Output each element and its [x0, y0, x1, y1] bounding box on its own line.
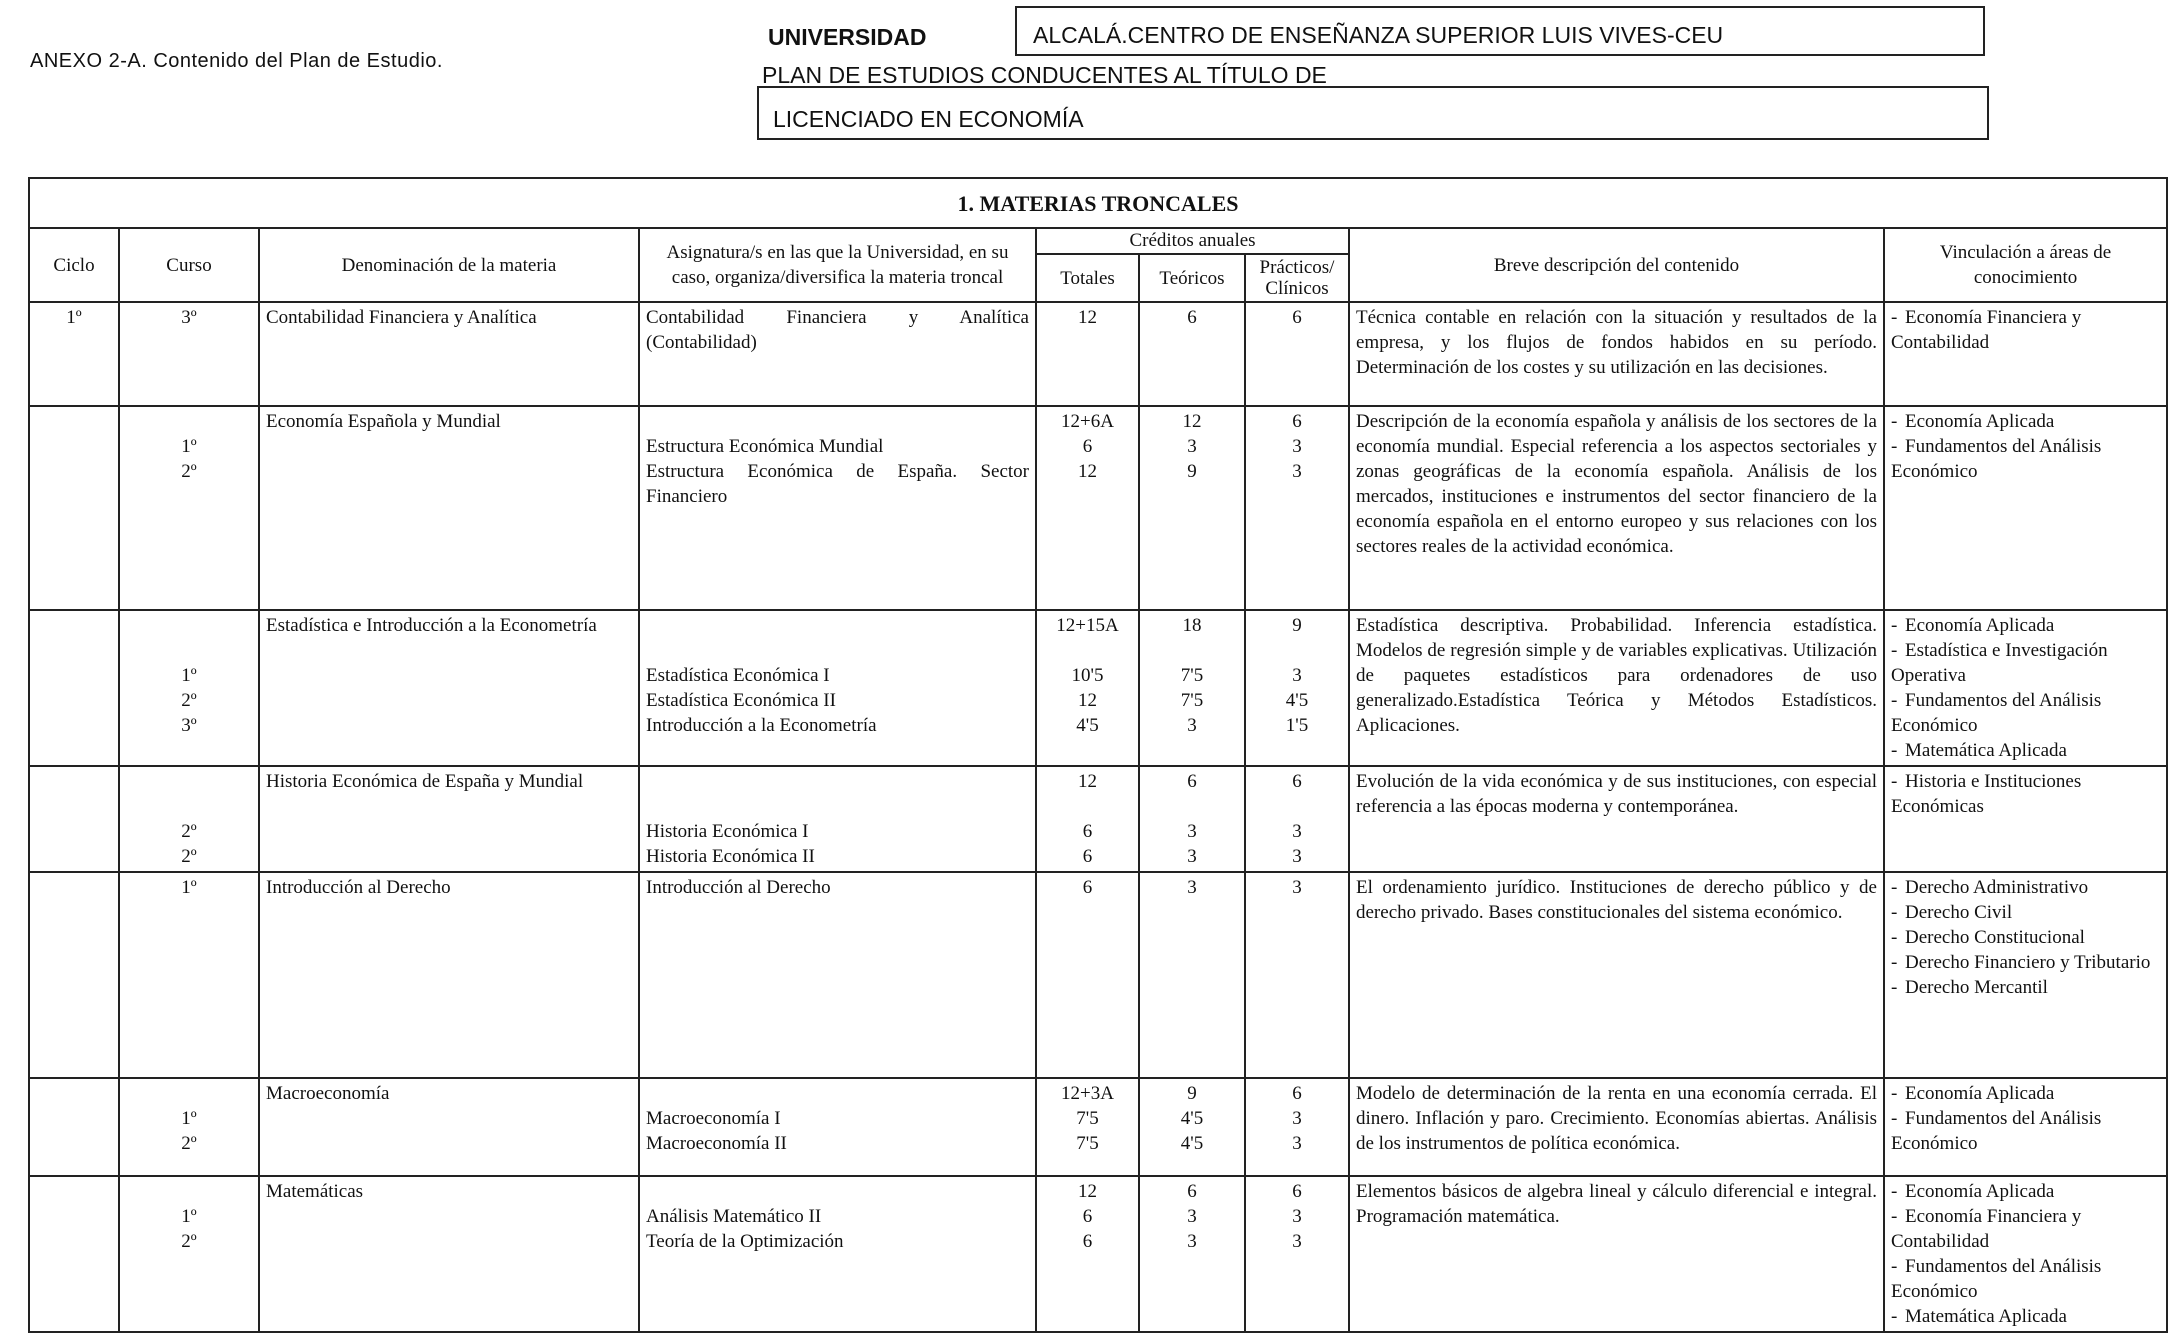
areas-cell: [1884, 872, 2167, 1078]
asignaturas-cell: [639, 766, 1036, 872]
areas-cell: [1884, 1078, 2167, 1176]
asignatura-line: Estadística Económica I: [646, 665, 830, 686]
cell-line: [126, 769, 252, 794]
asignatura-line: [646, 1081, 1029, 1106]
header-vinculacion: Vinculación a áreas de conocimiento: [1884, 228, 2167, 302]
asignatura-line: Estructura Económica de España. Sector Financiero: [646, 461, 1029, 507]
cell-line: [126, 794, 252, 819]
cell-line: 3: [1292, 877, 1302, 898]
area-item: [1891, 900, 2160, 925]
materia-cell: Economía Española y Mundial: [259, 406, 639, 610]
cell-line: 6: [1082, 436, 1093, 457]
cell-line: [1146, 638, 1238, 663]
cell-line: 2º: [181, 821, 197, 842]
area-item: [1891, 688, 2160, 738]
materia-cell: Matemáticas: [259, 1176, 639, 1332]
areas-cell: [1884, 610, 2167, 766]
bullet-dash: -: [1891, 411, 1898, 432]
ciclo-cell: [29, 1176, 119, 1332]
cell-line: 4'5: [1180, 1133, 1204, 1154]
area-item: [1891, 1106, 2160, 1156]
area-item: [1891, 305, 2160, 355]
materia-cell: Introducción al Derecho: [259, 872, 639, 1078]
area-item: [1891, 925, 2160, 950]
cell-line: 6: [1292, 1181, 1302, 1202]
header-asignaturas: Asignatura/s en las que la Universidad, en su caso, organiza/diversifica la materia troncal: [639, 228, 1036, 302]
bullet-dash: -: [1891, 1181, 1898, 1202]
teoricos-cell: [1139, 766, 1245, 872]
bullet-dash: -: [1891, 640, 1898, 661]
areas-cell: [1884, 766, 2167, 872]
cell-line: 6: [1082, 821, 1093, 842]
cell-line: 2º: [181, 846, 197, 867]
cell-line: 3º: [181, 715, 197, 736]
header-practicos: Prácticos/ Clínicos: [1245, 254, 1349, 302]
asignaturas-cell: [639, 406, 1036, 610]
area-text: Economía Aplicada: [1905, 615, 2055, 636]
descripcion-cell: Descripción de la economía española y análisis de los sectores de la economía mundial. Especial referencia a los aspectos sectoriales y zonas geográficas de la economía española. Análisis de los mercados, instituciones e instrumentos del sector financiero de la economía española en el entorno europeo y sus relaciones con los sectores reales de la actividad económica.: [1349, 406, 1884, 610]
area-text: Economía Financiera y Contabilidad: [1891, 1206, 2082, 1252]
cell-line: 2º: [181, 461, 197, 482]
cell-line: 3: [1187, 846, 1197, 867]
header-ciclo: Ciclo: [29, 228, 119, 302]
curso-cell: [119, 406, 259, 610]
descripcion-cell: El ordenamiento jurídico. Instituciones de derecho público y de derecho privado. Bases constitucionales del sistema económico.: [1349, 872, 1884, 1078]
cell-line: 4'5: [1180, 1108, 1204, 1129]
plan-line: PLAN DE ESTUDIOS CONDUCENTES AL TÍTULO DE: [762, 62, 1327, 88]
cell-line: 3: [1187, 436, 1197, 457]
area-text: Derecho Administrativo: [1905, 877, 2089, 898]
asignatura-line: Historia Económica II: [646, 846, 815, 867]
cell-line: 7'5: [1180, 665, 1204, 686]
totales-cell: [1036, 1078, 1139, 1176]
cell-line: 1'5: [1285, 715, 1309, 736]
cell-line: 6: [1187, 1181, 1197, 1202]
area-item: [1891, 738, 2160, 763]
areas-cell: [1884, 1176, 2167, 1332]
cell-line: 1º: [181, 1206, 197, 1227]
totales-cell: [1036, 610, 1139, 766]
asignatura-line: Introducción a la Econometría: [646, 715, 877, 736]
area-text: Economía Aplicada: [1905, 1181, 2055, 1202]
ciclo-cell: [29, 1078, 119, 1176]
cell-line: 3: [1187, 1206, 1197, 1227]
area-item: [1891, 1254, 2160, 1304]
bullet-dash: -: [1891, 927, 1898, 948]
header-row-1: [29, 228, 2167, 254]
table-row: [29, 766, 2167, 872]
cell-line: 9: [1187, 461, 1197, 482]
cell-line: 2º: [181, 690, 197, 711]
area-text: Fundamentos del Análisis Económico: [1891, 1256, 2102, 1302]
section-title: 1. MATERIAS TRONCALES: [29, 178, 2167, 228]
cell-line: 1º: [181, 1108, 197, 1129]
area-text: Derecho Financiero y Tributario: [1905, 952, 2151, 973]
cell-line: 4'5: [1285, 690, 1309, 711]
practicos-cell: [1245, 1176, 1349, 1332]
asignaturas-cell: [639, 610, 1036, 766]
asignatura-line: Teoría de la Optimización: [646, 1231, 844, 1252]
ciclo-cell: [29, 406, 119, 610]
area-item: [1891, 975, 2160, 1000]
degree-box: [757, 86, 1989, 140]
asignatura-line: Estructura Económica Mundial: [646, 436, 884, 457]
cell-line: 3: [1187, 1231, 1197, 1252]
ciclo-cell: [29, 872, 119, 1078]
area-item: [1891, 769, 2160, 819]
cell-line: 7'5: [1076, 1108, 1099, 1129]
area-item: [1891, 950, 2160, 975]
areas-cell: [1884, 302, 2167, 406]
asignatura-line: Introducción al Derecho: [646, 877, 831, 898]
teoricos-cell: [1139, 302, 1245, 406]
cell-line: 6: [1292, 307, 1302, 328]
cell-line: 3: [1292, 1133, 1302, 1154]
bullet-dash: -: [1891, 902, 1898, 923]
practicos-cell: [1245, 1078, 1349, 1176]
area-item: [1891, 1081, 2160, 1106]
cell-line: 6: [1292, 1083, 1302, 1104]
asignaturas-cell: [639, 1078, 1036, 1176]
cell-line: 12: [1078, 690, 1097, 711]
asignaturas-cell: [639, 1176, 1036, 1332]
table-row: [29, 1176, 2167, 1332]
area-text: Fundamentos del Análisis Económico: [1891, 1108, 2102, 1154]
area-text: Economía Aplicada: [1905, 411, 2055, 432]
cell-line: 3: [1292, 821, 1302, 842]
table-row: [29, 406, 2167, 610]
section-title-row: [29, 178, 2167, 228]
bullet-dash: -: [1891, 877, 1898, 898]
cell-line: 6: [1292, 411, 1302, 432]
bullet-dash: -: [1891, 952, 1898, 973]
cell-line: [126, 613, 252, 638]
totales-cell: [1036, 302, 1139, 406]
cell-line: 6: [1082, 1206, 1093, 1227]
bullet-dash: -: [1891, 1306, 1898, 1327]
cell-line: [1043, 638, 1132, 663]
university-name-box: [1015, 6, 1985, 56]
asignatura-line: Estadística Económica II: [646, 690, 836, 711]
cell-line: 12: [1078, 771, 1097, 792]
cell-line: [126, 638, 252, 663]
curso-cell: [119, 1078, 259, 1176]
bullet-dash: -: [1891, 771, 1898, 792]
bullet-dash: -: [1891, 1083, 1898, 1104]
asignatura-line: [646, 1179, 1029, 1204]
practicos-cell: [1245, 610, 1349, 766]
table-row: [29, 872, 2167, 1078]
cell-line: [1146, 794, 1238, 819]
area-item: [1891, 638, 2160, 688]
descripcion-cell: Modelo de determinación de la renta en una economía cerrada. El dinero. Inflación y paro. Crecimiento. Economías abiertas. Análisis de los instrumentos de política económica.: [1349, 1078, 1884, 1176]
cell-line: [1043, 794, 1132, 819]
header-teoricos: Teóricos: [1139, 254, 1245, 302]
bullet-dash: -: [1891, 1108, 1898, 1129]
totales-cell: [1036, 766, 1139, 872]
cell-line: 12: [1078, 1181, 1097, 1202]
cell-line: 6: [1082, 846, 1093, 867]
cell-line: 1º: [181, 665, 197, 686]
cell-line: [126, 1179, 252, 1204]
bullet-dash: -: [1891, 436, 1898, 457]
asignatura-line: [646, 613, 1029, 638]
totales-cell: [1036, 1176, 1139, 1332]
cell-line: 12+3A: [1061, 1083, 1114, 1104]
cell-line: 3º: [181, 307, 197, 328]
area-item: [1891, 1304, 2160, 1329]
teoricos-cell: [1139, 610, 1245, 766]
cell-line: 3: [1187, 715, 1197, 736]
area-item: [1891, 1179, 2160, 1204]
cell-line: 6: [1292, 771, 1302, 792]
materia-cell: Macroeconomía: [259, 1078, 639, 1176]
area-text: Matemática Aplicada: [1905, 1306, 2067, 1327]
cell-line: 3: [1292, 846, 1302, 867]
header-totales: Totales: [1036, 254, 1139, 302]
bullet-dash: -: [1891, 977, 1898, 998]
university-name: ALCALÁ.CENTRO DE ENSEÑANZA SUPERIOR LUIS VIVES-CEU: [1033, 22, 1724, 48]
teoricos-cell: [1139, 1176, 1245, 1332]
cell-line: 4'5: [1076, 715, 1099, 736]
header-denominacion: Denominación de la materia: [259, 228, 639, 302]
area-item: [1891, 1204, 2160, 1254]
area-text: Derecho Civil: [1905, 902, 2013, 923]
materias-troncales-table: [28, 177, 2168, 1333]
asignatura-line: Análisis Matemático II: [646, 1206, 822, 1227]
asignaturas-cell: [639, 302, 1036, 406]
table-row: [29, 302, 2167, 406]
asignaturas-cell: [639, 872, 1036, 1078]
practicos-cell: [1245, 406, 1349, 610]
area-text: Derecho Mercantil: [1905, 977, 2048, 998]
bullet-dash: -: [1891, 615, 1898, 636]
cell-line: 3: [1292, 461, 1302, 482]
university-label: UNIVERSIDAD: [768, 24, 927, 50]
practicos-cell: [1245, 872, 1349, 1078]
teoricos-cell: [1139, 406, 1245, 610]
practicos-cell: [1245, 302, 1349, 406]
cell-line: 6: [1187, 307, 1197, 328]
asignatura-line: [646, 769, 1029, 794]
table-row: [29, 1078, 2167, 1176]
cell-line: [1252, 638, 1342, 663]
area-item: [1891, 875, 2160, 900]
cell-line: [126, 1081, 252, 1106]
materia-cell: Contabilidad Financiera y Analítica: [259, 302, 639, 406]
degree-name: LICENCIADO EN ECONOMÍA: [773, 106, 1084, 132]
cell-line: 3: [1292, 665, 1302, 686]
cell-line: 3: [1187, 821, 1197, 842]
curso-cell: [119, 1176, 259, 1332]
annex-title: ANEXO 2-A. Contenido del Plan de Estudio.: [30, 50, 443, 72]
descripcion-cell: Técnica contable en relación con la situación y resultados de la empresa, y los flujos de fondos habidos en su período. Determinación de los costes y su utilización en las decisiones.: [1349, 302, 1884, 406]
cell-line: 12+6A: [1061, 411, 1114, 432]
header-descripcion: Breve descripción del contenido: [1349, 228, 1884, 302]
cell-line: 2º: [181, 1231, 197, 1252]
area-text: Historia e Instituciones Económicas: [1891, 771, 2082, 817]
bullet-dash: -: [1891, 1256, 1898, 1277]
area-text: Economía Financiera y Contabilidad: [1891, 307, 2082, 353]
area-text: Estadística e Investigación Operativa: [1891, 640, 2108, 686]
descripcion-cell: Evolución de la vida económica y de sus instituciones, con especial referencia a las épocas moderna y contemporánea.: [1349, 766, 1884, 872]
cell-line: 1º: [181, 436, 197, 457]
cell-line: 2º: [181, 1133, 197, 1154]
cell-line: 6: [1187, 771, 1197, 792]
cell-line: 3: [1292, 1108, 1302, 1129]
cell-line: 12: [1182, 411, 1202, 432]
area-text: Fundamentos del Análisis Económico: [1891, 436, 2102, 482]
cell-line: 10'5: [1071, 665, 1104, 686]
teoricos-cell: [1139, 872, 1245, 1078]
cell-line: 12: [1078, 307, 1097, 328]
materia-cell: Estadística e Introducción a la Econometría: [259, 610, 639, 766]
header-curso: Curso: [119, 228, 259, 302]
cell-line: 3: [1292, 436, 1302, 457]
totales-cell: [1036, 406, 1139, 610]
bullet-dash: -: [1891, 690, 1898, 711]
asignatura-line: [646, 409, 1029, 434]
totales-cell: [1036, 872, 1139, 1078]
cell-line: 12+15A: [1056, 615, 1119, 636]
bullet-dash: -: [1891, 1206, 1898, 1227]
curso-cell: [119, 302, 259, 406]
area-text: Economía Aplicada: [1905, 1083, 2055, 1104]
asignatura-line: Historia Económica I: [646, 821, 809, 842]
asignatura-line: [646, 638, 1029, 663]
cell-line: 18: [1182, 615, 1202, 636]
cell-line: [126, 409, 252, 434]
asignatura-line: Contabilidad Financiera y Analítica (Contabilidad): [646, 307, 1029, 353]
cell-line: 6: [1082, 1231, 1093, 1252]
curso-cell: [119, 872, 259, 1078]
area-item: [1891, 409, 2160, 434]
cell-line: 7'5: [1076, 1133, 1099, 1154]
area-text: Fundamentos del Análisis Económico: [1891, 690, 2102, 736]
table-body: [29, 302, 2167, 1332]
ciclo-cell: [29, 610, 119, 766]
cell-line: 9: [1292, 615, 1302, 636]
practicos-cell: [1245, 766, 1349, 872]
ciclo-cell: 1º: [29, 302, 119, 406]
cell-line: 9: [1187, 1083, 1197, 1104]
area-item: [1891, 613, 2160, 638]
teoricos-cell: [1139, 1078, 1245, 1176]
cell-line: 3: [1292, 1231, 1302, 1252]
asignatura-line: Macroeconomía I: [646, 1108, 781, 1129]
area-item: [1891, 434, 2160, 484]
descripcion-cell: Estadística descriptiva. Probabilidad. Inferencia estadística. Modelos de regresión simple y de variables explicativas. Utilización de paquetes estadísticos para ordenadores de uso generalizado.Estadística Teórica y Métodos Estadísticos. Aplicaciones.: [1349, 610, 1884, 766]
area-text: Matemática Aplicada: [1905, 740, 2067, 761]
descripcion-cell: Elementos básicos de algebra lineal y cálculo diferencial e integral. Programación matemática.: [1349, 1176, 1884, 1332]
cell-line: 7'5: [1180, 690, 1204, 711]
cell-line: 6: [1082, 877, 1093, 898]
curso-cell: [119, 766, 259, 872]
ciclo-cell: [29, 766, 119, 872]
bullet-dash: -: [1891, 740, 1898, 761]
table-row: [29, 610, 2167, 766]
materia-cell: Historia Económica de España y Mundial: [259, 766, 639, 872]
cell-line: 12: [1078, 461, 1097, 482]
areas-cell: [1884, 406, 2167, 610]
area-text: Derecho Constitucional: [1905, 927, 2085, 948]
cell-line: [1252, 794, 1342, 819]
bullet-dash: -: [1891, 307, 1898, 328]
header-creditos: Créditos anuales: [1036, 228, 1349, 254]
asignatura-line: Macroeconomía II: [646, 1133, 787, 1154]
cell-line: 3: [1292, 1206, 1302, 1227]
asignatura-line: [646, 794, 1029, 819]
cell-line: 1º: [181, 877, 197, 898]
cell-line: 3: [1187, 877, 1197, 898]
curso-cell: [119, 610, 259, 766]
